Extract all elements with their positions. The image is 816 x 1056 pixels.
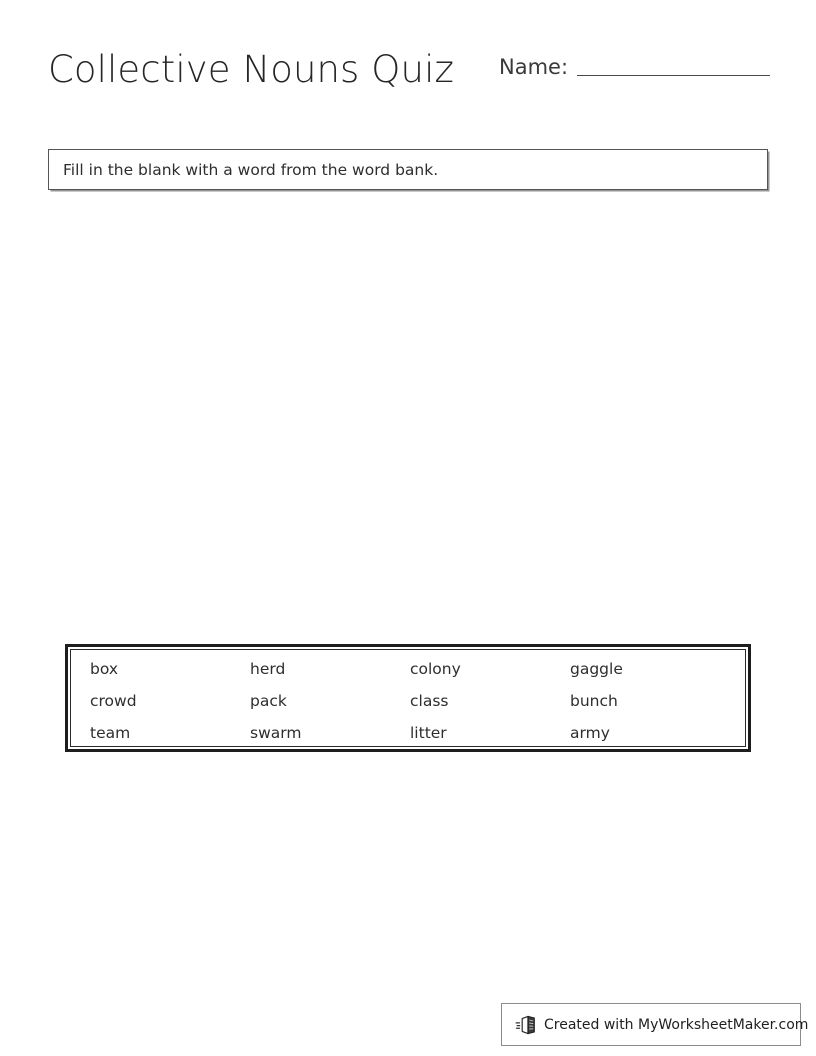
word-bank-word[interactable]: team <box>90 724 131 742</box>
word-bank-word[interactable]: pack <box>250 692 287 710</box>
word-bank-word[interactable]: gaggle <box>570 660 623 678</box>
word-bank-word[interactable]: class <box>410 692 449 710</box>
myworksheetmaker-logo-icon <box>515 1014 537 1036</box>
word-bank-word[interactable]: box <box>90 660 119 678</box>
word-bank-word[interactable]: bunch <box>570 692 618 710</box>
word-bank-row <box>90 690 748 722</box>
worksheet-header <box>48 44 770 104</box>
word-bank-word[interactable]: litter <box>410 724 447 742</box>
word-bank-word[interactable]: swarm <box>250 724 302 742</box>
word-bank-word[interactable]: herd <box>250 660 286 678</box>
footer-credit-text: Created with MyWorksheetMaker.com <box>544 1016 809 1033</box>
footer-credit-badge[interactable] <box>501 1003 809 1046</box>
name-input-line[interactable] <box>577 75 770 76</box>
answer-work-area[interactable] <box>48 200 768 640</box>
word-bank <box>65 644 751 752</box>
word-bank-grid <box>68 647 748 749</box>
word-bank-row <box>90 722 748 754</box>
word-bank-word[interactable]: army <box>570 724 610 742</box>
instruction-text: Fill in the blank with a word from the word bank. <box>63 160 439 179</box>
word-bank-word[interactable]: colony <box>410 660 461 678</box>
page-title: Collective Nouns Quiz <box>48 48 454 91</box>
name-label: Name: <box>499 55 569 79</box>
word-bank-word[interactable]: crowd <box>90 692 137 710</box>
word-bank-row <box>90 658 748 690</box>
name-field-group <box>499 54 770 80</box>
instruction-box <box>48 149 768 190</box>
